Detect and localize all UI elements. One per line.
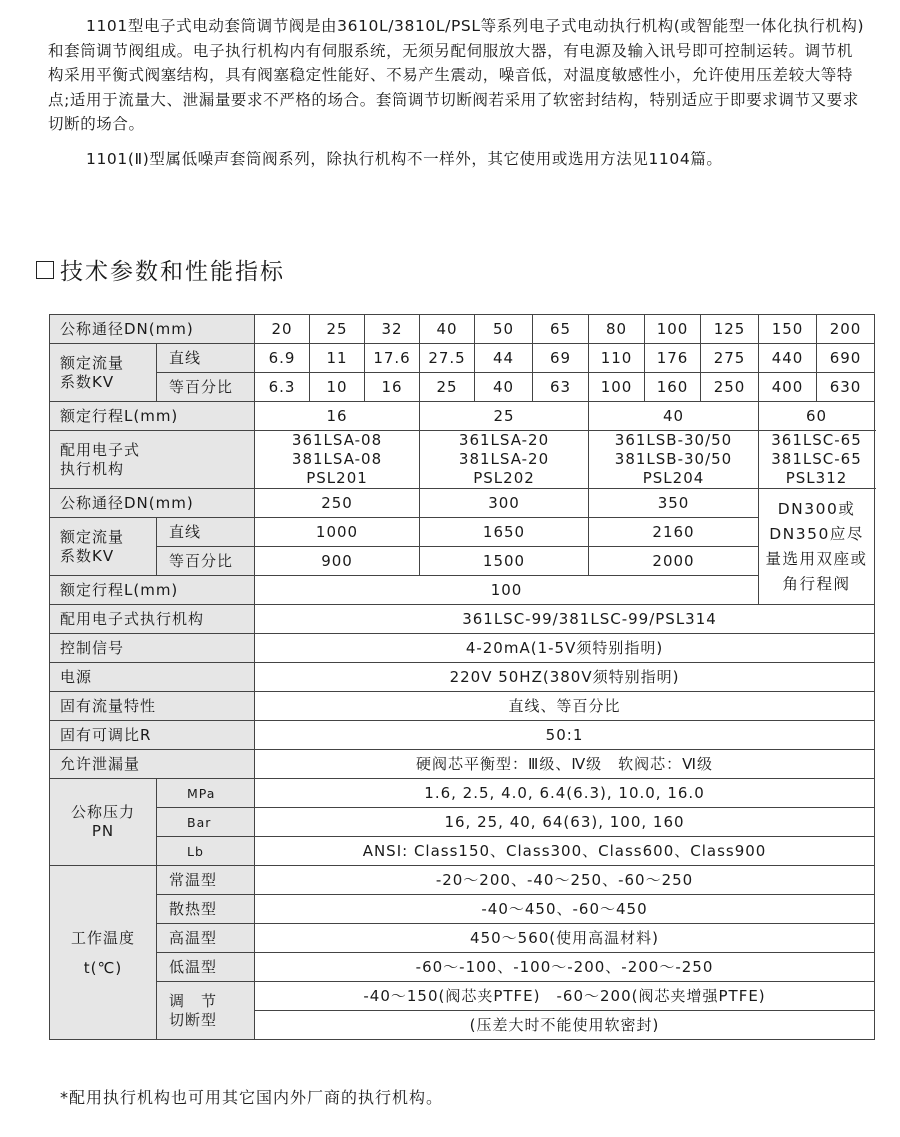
section-heading-text: 技术参数和性能指标	[60, 259, 285, 285]
pressure-label-line-1: 公称压力	[70, 803, 135, 821]
pct-cell: 6.3	[255, 373, 310, 402]
signal-label: 控制信号	[50, 634, 255, 663]
temperature-type: 常温型	[157, 866, 255, 895]
table-row	[50, 518, 875, 547]
dn-cell: 150	[759, 315, 817, 344]
linear-cell: 69	[533, 344, 589, 373]
power-value: 220V 50HZ(380V须特别指明)	[255, 663, 875, 692]
flow-char-label: 固有流量特性	[50, 692, 255, 721]
kv-label	[50, 344, 157, 402]
stroke-cell: 40	[589, 402, 759, 431]
cutoff-note: (压差大时不能使用软密封)	[255, 1011, 875, 1040]
actuator-label-line-1: 配用电子式	[60, 440, 141, 459]
linear-cell: 690	[817, 344, 875, 373]
table-row	[50, 692, 875, 721]
temperature-type: 散热型	[157, 895, 255, 924]
actuator-label-line-2: 执行机构	[60, 459, 125, 478]
table-row	[50, 837, 875, 866]
dn-cell: 32	[365, 315, 420, 344]
linear-cell: 6.9	[255, 344, 310, 373]
dn-cell: 65	[533, 315, 589, 344]
intro-paragraph-1: 1101型电子式电动套筒调节阀是由3610L/3810L/PSL等系列电子式电动执行机构(或智能型一体化执行机构)和套筒调节阀组成。电子执行机构内有伺服系统，无须另配伺服放大器，有电源及输入讯号即可控制运转。调节机构采用平衡式阀塞结构，具有阀塞稳定性能好、不易产生震动，噪音低，对温度敏感性小，允许使用压差较大等特点;适用于流量大、泄漏量要求不严格的场合。套筒调节切断阀若采用了软密封结构，特别适应于即要求调节又要求切断的场合。	[48, 17, 865, 133]
actuator-model: 361LSA-08	[291, 431, 383, 449]
actuator-label-2: 配用电子式执行机构	[50, 605, 255, 634]
pressure-value: 16, 25, 40, 64(63), 100, 160	[255, 808, 875, 837]
cutoff-type-line-2: 切断型	[169, 1010, 218, 1029]
pressure-value: ANSI: Class150、Class300、Class600、Class900	[255, 837, 875, 866]
dn-cell: 80	[589, 315, 645, 344]
dn-label: 公称通径DN(mm)	[50, 315, 255, 344]
actuator-label	[50, 431, 255, 489]
power-label: 电源	[50, 663, 255, 692]
linear-cell: 17.6	[365, 344, 420, 373]
range-value: 50:1	[255, 721, 875, 750]
table-row	[50, 344, 875, 373]
table-row	[50, 489, 875, 518]
actuator-cell	[589, 431, 759, 489]
table-row	[50, 402, 875, 431]
actuator-model: 361LSB-30/50	[614, 431, 733, 449]
actuator-model: 361LSC-65	[771, 431, 862, 449]
kv-label-line-1: 额定流量	[60, 353, 125, 372]
linear-cell: 1000	[255, 518, 420, 547]
temperature-value: -20～200、-40～250、-60～250	[255, 866, 875, 895]
linear-cell: 44	[475, 344, 533, 373]
linear-cell: 2160	[589, 518, 759, 547]
linear-cell: 1650	[420, 518, 589, 547]
pct-label-2: 等百分比	[157, 547, 255, 576]
pressure-label-line-2: PN	[91, 822, 115, 840]
table-row	[50, 431, 875, 489]
linear-cell: 275	[701, 344, 759, 373]
pressure-unit: Bar	[157, 808, 255, 837]
linear-cell: 176	[645, 344, 701, 373]
actuator-model: PSL312	[785, 469, 848, 487]
linear-cell: 27.5	[420, 344, 475, 373]
pressure-unit: Lb	[157, 837, 255, 866]
dn-cell: 40	[420, 315, 475, 344]
dn-cell: 50	[475, 315, 533, 344]
table-row	[50, 634, 875, 663]
kv-label-line-2: 系数KV	[60, 372, 115, 391]
table-row	[50, 779, 875, 808]
large-dn-note-text: DN300或DN350应尽量选用双座或角行程阀	[765, 499, 868, 593]
temperature-label-line-1: 工作温度	[70, 928, 135, 947]
table-row	[50, 982, 875, 1011]
range-label: 固有可调比R	[50, 721, 255, 750]
actuator-cell: 361LSC-99/381LSC-99/PSL314	[255, 605, 875, 634]
temperature-type: 高温型	[157, 924, 255, 953]
actuator-model: 381LSC-65	[771, 450, 862, 468]
table-row	[50, 373, 875, 402]
pct-cell: 1500	[420, 547, 589, 576]
linear-label: 直线	[157, 344, 255, 373]
stroke-cell: 25	[420, 402, 589, 431]
section-heading	[36, 253, 285, 286]
actuator-model: 381LSA-08	[291, 450, 383, 468]
pct-cell: 16	[365, 373, 420, 402]
pct-cell: 40	[475, 373, 533, 402]
spec-table	[49, 314, 875, 1040]
cutoff-type	[157, 982, 255, 1040]
kv-label-2	[50, 518, 157, 576]
dn-label-2: 公称通径DN(mm)	[50, 489, 255, 518]
dn-cell: 300	[420, 489, 589, 518]
pressure-unit: MPa	[157, 779, 255, 808]
table-row	[50, 808, 875, 837]
table-row	[50, 924, 875, 953]
signal-value: 4-20mA(1-5V须特别指明)	[255, 634, 875, 663]
intro-text	[48, 14, 868, 171]
pct-cell: 400	[759, 373, 817, 402]
linear-cell: 440	[759, 344, 817, 373]
pct-cell: 630	[817, 373, 875, 402]
table-row	[50, 605, 875, 634]
temperature-value: -60～-100、-100～-200、-200～-250	[255, 953, 875, 982]
actuator-cell	[255, 431, 420, 489]
dn-cell: 125	[701, 315, 759, 344]
cutoff-type-line-1: 调 节	[169, 991, 218, 1010]
dn-cell: 250	[255, 489, 420, 518]
checkbox-square-icon	[36, 261, 54, 279]
actuator-model: PSL204	[642, 469, 705, 487]
leak-value: 硬阀芯平衡型：Ⅲ级、Ⅳ级 软阀芯：Ⅵ级	[255, 750, 875, 779]
kv-label-line-2: 系数KV	[60, 546, 115, 565]
actuator-model: PSL201	[306, 469, 368, 487]
temperature-label	[50, 866, 157, 1040]
table-row	[50, 750, 875, 779]
dn-cell: 350	[589, 489, 759, 518]
table-row	[50, 576, 875, 605]
pct-cell: 900	[255, 547, 420, 576]
table-row	[50, 895, 875, 924]
table-row	[50, 315, 875, 344]
pct-cell: 100	[589, 373, 645, 402]
linear-label-2: 直线	[157, 518, 255, 547]
stroke-label: 额定行程L(mm)	[50, 402, 255, 431]
flow-char-value: 直线、等百分比	[255, 692, 875, 721]
linear-cell: 110	[589, 344, 645, 373]
table-row	[50, 866, 875, 895]
pressure-value: 1.6, 2.5, 4.0, 6.4(6.3), 10.0, 16.0	[255, 779, 875, 808]
footnote: *配用执行机构也可用其它国内外厂商的执行机构。	[60, 1088, 444, 1107]
table-row	[50, 953, 875, 982]
stroke-cell: 16	[255, 402, 420, 431]
table-row	[50, 663, 875, 692]
dn-cell: 200	[817, 315, 875, 344]
actuator-cell	[759, 431, 875, 489]
table-row	[50, 547, 875, 576]
intro-paragraph-2: 1101(Ⅱ)型属低噪声套筒阀系列，除执行机构不一样外，其它使用或选用方法见1104篇。	[86, 149, 723, 168]
large-dn-note	[759, 489, 875, 605]
stroke-cell: 60	[759, 402, 875, 431]
kv-label-line-1: 额定流量	[60, 527, 125, 546]
temperature-value: 450～560(使用高温材料)	[255, 924, 875, 953]
stroke-label-2: 额定行程L(mm)	[50, 576, 255, 605]
dn-cell: 20	[255, 315, 310, 344]
linear-cell: 11	[310, 344, 365, 373]
pct-cell: 2000	[589, 547, 759, 576]
dn-cell: 100	[645, 315, 701, 344]
temperature-value: -40～450、-60～450	[255, 895, 875, 924]
actuator-model: 381LSB-30/50	[614, 450, 733, 468]
leak-label: 允许泄漏量	[50, 750, 255, 779]
cutoff-value: -40～150(阀芯夹PTFE) -60～200(阀芯夹增强PTFE)	[255, 982, 875, 1011]
table-row	[50, 721, 875, 750]
temperature-label-line-2: t(℃)	[83, 958, 123, 977]
actuator-model: PSL202	[473, 469, 535, 487]
actuator-model: 361LSA-20	[458, 431, 550, 449]
pct-cell: 63	[533, 373, 589, 402]
pct-cell: 25	[420, 373, 475, 402]
pressure-label	[50, 779, 157, 866]
actuator-model: 381LSA-20	[458, 450, 550, 468]
dn-cell: 25	[310, 315, 365, 344]
stroke-cell: 100	[255, 576, 759, 605]
pct-cell: 250	[701, 373, 759, 402]
pct-label: 等百分比	[157, 373, 255, 402]
pct-cell: 160	[645, 373, 701, 402]
actuator-cell	[420, 431, 589, 489]
pct-cell: 10	[310, 373, 365, 402]
temperature-type: 低温型	[157, 953, 255, 982]
